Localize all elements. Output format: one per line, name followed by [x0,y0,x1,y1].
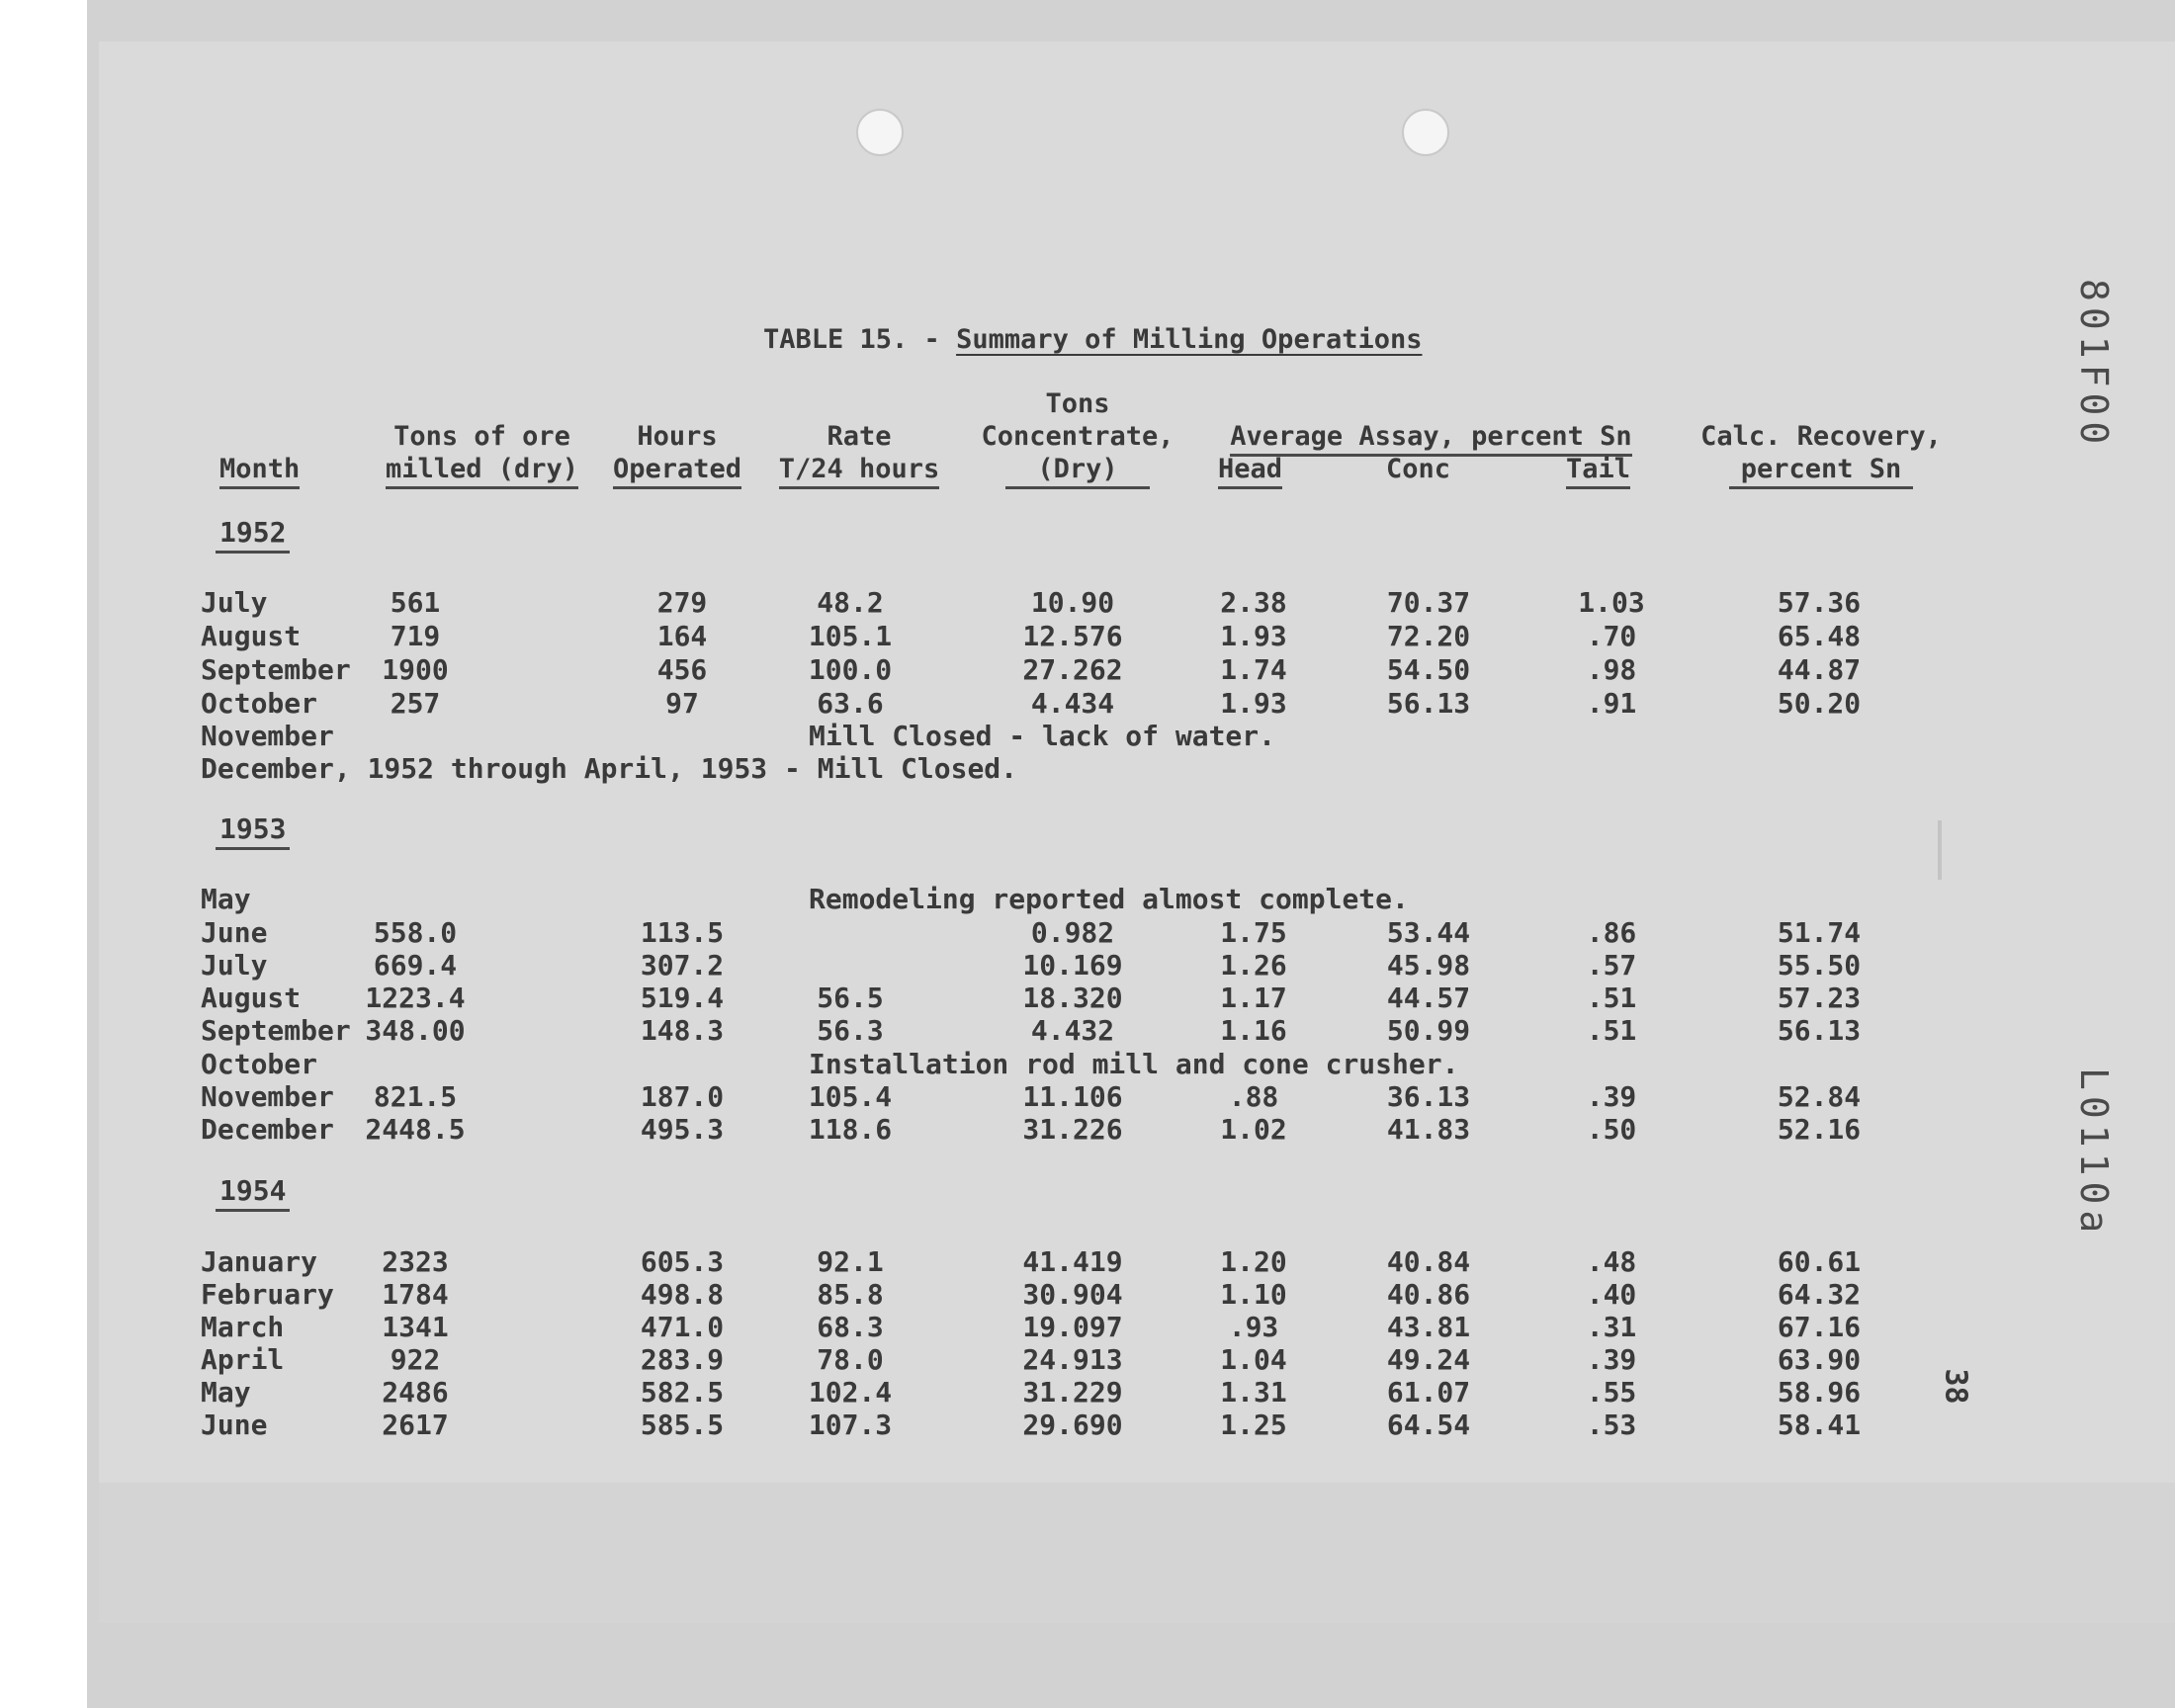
month-cell: October [201,687,318,720]
punch-hole-left [856,109,904,156]
month-cell: May [201,1376,251,1409]
table-row: September 348.00 148.3 56.3 4.432 1.16 50.99 .51 56.13 [201,1014,1862,1047]
month-cell: February [201,1278,334,1311]
year-heading-1952: 1952 [216,516,290,554]
table-row: January 2323 605.3 92.1 41.419 1.20 40.84 .48 60.61 [201,1245,1862,1278]
header-assay: Average Assay, percent Sn [1221,420,1641,457]
month-cell: April [201,1343,285,1376]
table-row: May 2486 582.5 102.4 31.229 1.31 61.07 .55 58.96 [201,1376,1862,1409]
table-row: July 561 279 48.2 10.90 2.38 70.37 1.03 57.36 [201,586,1862,619]
header-assay-head: Head [1218,453,1282,489]
table-number: TABLE 15. - [763,324,957,355]
archive-stamp-upper: 801F00 [2072,279,2116,451]
year-heading-1953: 1953 [216,812,290,850]
table-caption: Summary of Milling Operations [956,324,1423,355]
month-cell: November [201,1080,334,1113]
month-cell: June [201,916,268,949]
table-row-note [0,1048,2175,1081]
month-cell: May [201,883,251,915]
table-row-note [0,883,2175,916]
table-row: August 1223.4 519.4 56.5 18.320 1.17 44.57 .51 57.23 [201,982,1862,1014]
month-cell: March [201,1311,285,1343]
month-cell: September [201,653,351,686]
header-rate: Rate T/24 hours [771,420,947,489]
note-cell: Remodeling reported almost complete. [809,883,1409,915]
month-cell: July [201,586,268,619]
table-row: August 719 164 105.1 12.576 1.93 72.20 .70 65.48 [201,620,1862,652]
header-assay-conc: Conc [1386,454,1451,484]
month-cell: January [201,1245,318,1278]
page-number: 38 [1938,1368,1973,1405]
header-hours: Hours Operated [608,420,746,489]
month-cell: August [201,982,302,1014]
month-cell: October [201,1048,318,1080]
table-row: June 2617 585.5 107.3 29.690 1.25 64.54 .53 58.41 [201,1409,1862,1441]
scan-smudge [1938,820,1942,880]
header-concentrate: Tons Concentrate, (Dry) [974,387,1181,489]
table-row: March 1341 471.0 68.3 19.097 .93 43.81 .31 67.16 [201,1311,1862,1343]
table-row: November 821.5 187.0 105.4 11.106 .88 36.13 .39 52.84 [201,1080,1862,1113]
table-row: June 558.0 113.5 0.982 1.75 53.44 .86 51.74 [201,916,1862,949]
month-cell: December [201,1113,334,1146]
note-cell: December, 1952 through April, 1953 - Mill Closed. [201,752,1018,785]
scan-margin [0,0,87,1708]
paper-bottom-shadow [99,1483,2175,1623]
table-row-note [0,720,2175,753]
table-row: September 1900 456 100.0 27.262 1.74 54.50 .98 44.87 [201,653,1862,686]
punch-hole-right [1402,109,1449,156]
table-row: July 669.4 307.2 10.169 1.26 45.98 .57 55.50 [201,949,1862,982]
note-cell: Installation rod mill and cone crusher. [809,1048,1459,1080]
month-cell: November [201,720,334,752]
table-row: October 257 97 63.6 4.434 1.93 56.13 .91 50.20 [201,687,1862,720]
header-tons-ore: Tons of ore milled (dry) [381,420,583,489]
month-cell: July [201,949,268,982]
month-cell: August [201,620,302,652]
header-recovery: Calc. Recovery, percent Sn [1693,420,1950,489]
table-row-note [0,752,2175,786]
archive-stamp-lower: L0110a [2072,1068,2116,1239]
table-row: February 1784 498.8 85.8 30.904 1.10 40.86 .40 64.32 [201,1278,1862,1311]
header-month: Month [219,453,300,489]
note-cell: Mill Closed - lack of water. [809,720,1276,752]
year-heading-1954: 1954 [216,1174,290,1212]
table-row: December 2448.5 495.3 118.6 31.226 1.02 41.83 .50 52.16 [201,1113,1862,1146]
table-row: April 922 283.9 78.0 24.913 1.04 49.24 .39 63.90 [201,1343,1862,1376]
month-cell: June [201,1409,268,1441]
table-title [763,324,1422,355]
header-assay-tail: Tail [1566,453,1630,489]
month-cell: September [201,1014,351,1047]
